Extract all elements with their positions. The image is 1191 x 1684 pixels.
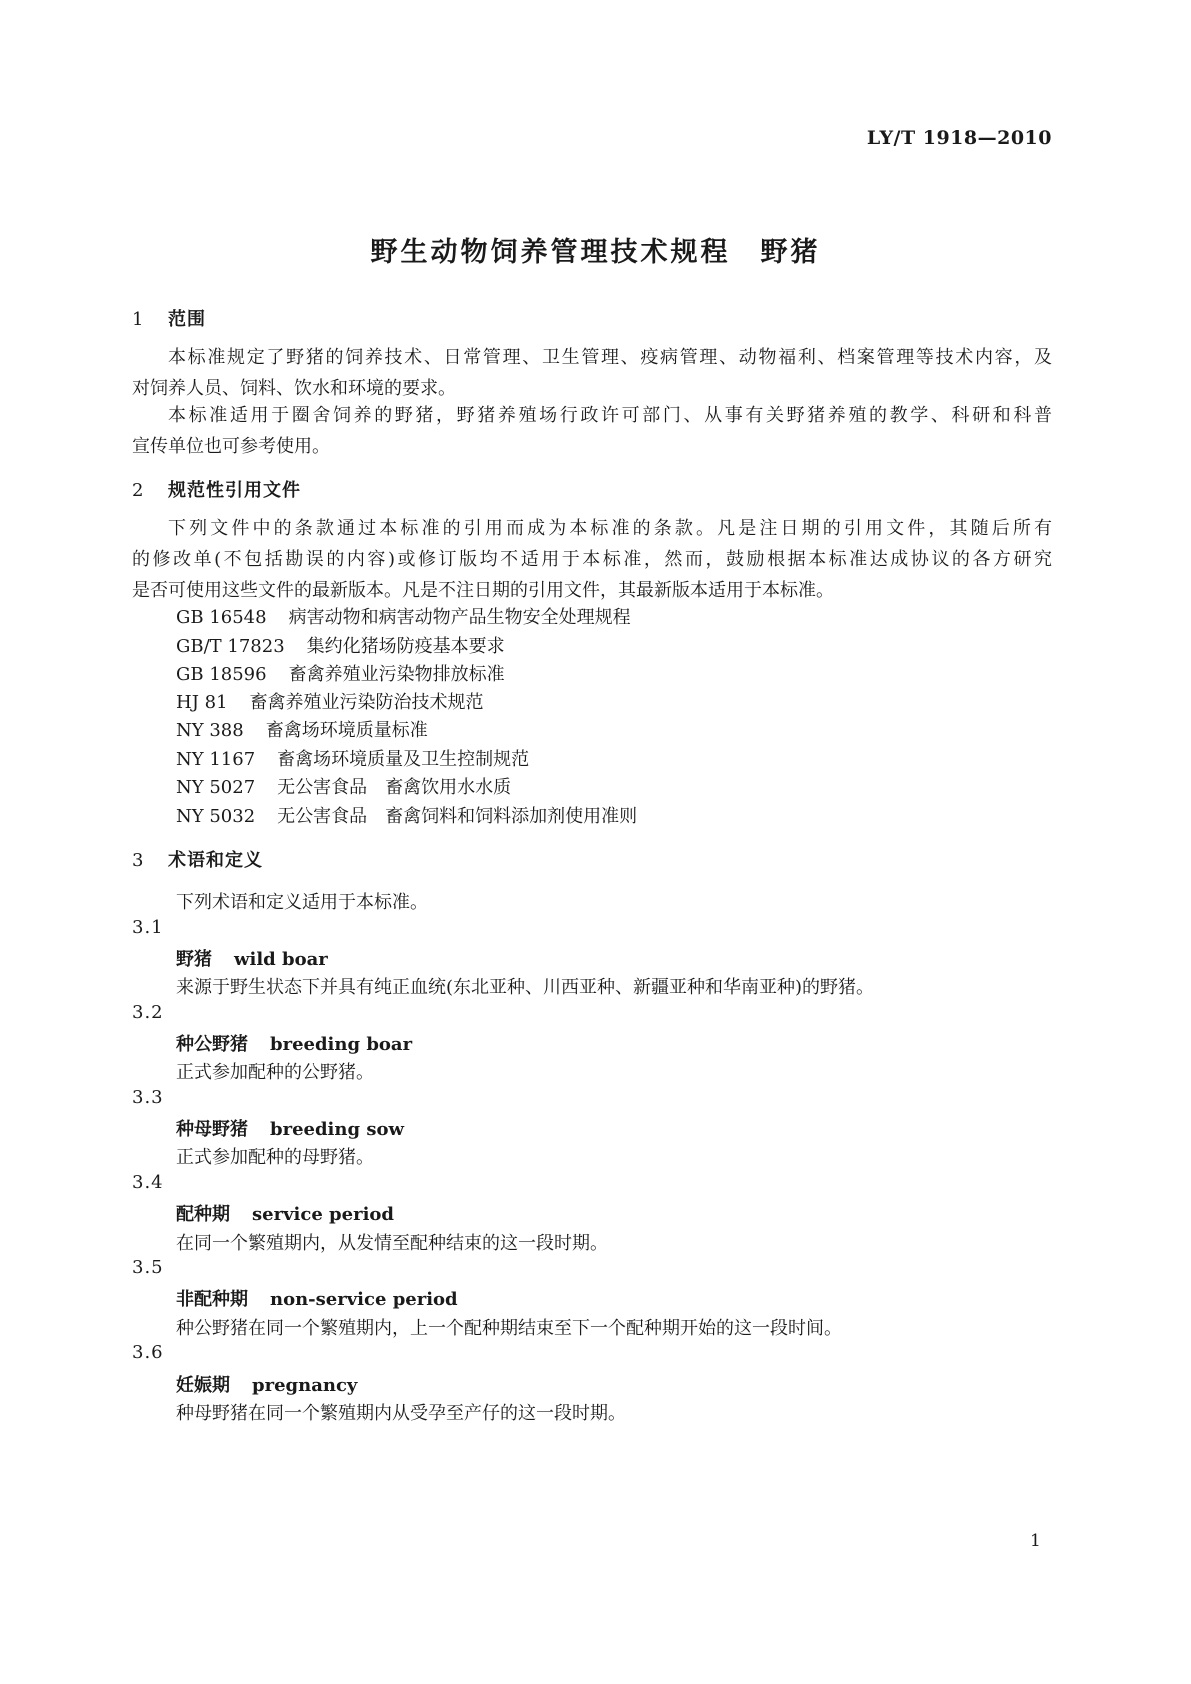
section-title: 规范性引用文件 (168, 480, 301, 501)
reference-code: NY 388 (176, 720, 244, 741)
section-title: 术语和定义 (168, 850, 263, 871)
term-entry (176, 945, 328, 971)
term-number: 3.3 (132, 1087, 164, 1108)
reference-code: GB 18596 (176, 664, 267, 685)
reference-name: 畜禽养殖业污染防治技术规范 (249, 692, 484, 713)
section-title: 范围 (168, 309, 206, 330)
term-en: breeding sow (270, 1119, 404, 1140)
term-zh: 配种期 (176, 1204, 230, 1225)
term-definition: 种母野猪在同一个繁殖期内从受孕至产仔的这一段时期。 (176, 1403, 626, 1424)
paragraph-line: 是否可使用这些文件的最新版本。凡是不注日期的引用文件，其最新版本适用于本标准。 (132, 580, 834, 601)
reference-code: NY 5027 (176, 777, 256, 798)
reference-item (176, 603, 631, 629)
term-entry (176, 1285, 458, 1311)
reference-name: 病害动物和病害动物产品生物安全处理规程 (288, 607, 631, 628)
term-definition: 正式参加配种的公野猪。 (176, 1062, 374, 1083)
reference-item (176, 660, 505, 686)
term-definition: 来源于野生状态下并具有纯正血统(东北亚种、川西亚种、新疆亚种和华南亚种)的野猪。 (176, 977, 875, 998)
reference-item (176, 716, 428, 742)
reference-item (176, 773, 511, 799)
term-zh: 妊娠期 (176, 1375, 230, 1396)
term-definition: 种公野猪在同一个繁殖期内，上一个配种期结束至下一个配种期开始的这一段时间。 (176, 1318, 842, 1339)
paragraph-line: 的修改单(不包括勘误的内容)或修订版均不适用于本标准，然而，鼓励根据本标准达成协议的各方研究 (132, 549, 1052, 570)
term-number: 3.4 (132, 1172, 164, 1193)
term-definition: 在同一个繁殖期内，从发情至配种结束的这一段时期。 (176, 1233, 608, 1254)
page-number: 1 (1030, 1531, 1041, 1551)
section-3-heading (132, 846, 263, 872)
reference-name: 畜禽养殖业污染物排放标准 (288, 664, 505, 685)
reference-name: 无公害食品 畜禽饮用水水质 (277, 777, 512, 798)
reference-name: 集约化猪场防疫基本要求 (306, 636, 505, 657)
reference-code: GB 16548 (176, 607, 267, 628)
term-entry (176, 1371, 357, 1397)
term-number: 3.2 (132, 1002, 164, 1023)
section-number: 1 (132, 309, 145, 330)
section-2-heading (132, 476, 301, 502)
term-en: service period (252, 1204, 394, 1225)
term-number: 3.1 (132, 917, 164, 938)
term-number: 3.5 (132, 1257, 164, 1278)
term-zh: 非配种期 (176, 1289, 248, 1310)
reference-code: NY 5032 (176, 806, 256, 827)
paragraph-line: 本标准适用于圈舍饲养的野猪，野猪养殖场行政许可部门、从事有关野猪养殖的教学、科研和科普 (168, 405, 1052, 426)
term-entry (176, 1200, 394, 1226)
standard-code: LY/T 1918—2010 (866, 127, 1052, 149)
reference-code: GB/T 17823 (176, 636, 285, 657)
reference-item (176, 688, 484, 714)
paragraph-line: 本标准规定了野猪的饲养技术、日常管理、卫生管理、疫病管理、动物福利、档案管理等技术内容，及 (168, 347, 1052, 368)
reference-name: 畜禽场环境质量标准 (265, 720, 428, 741)
term-number: 3.6 (132, 1342, 164, 1363)
term-zh: 种母野猪 (176, 1119, 248, 1140)
reference-item (176, 802, 637, 828)
reference-code: NY 1167 (176, 749, 256, 770)
reference-name: 无公害食品 畜禽饲料和饲料添加剂使用准则 (277, 806, 638, 827)
paragraph-line: 下列文件中的条款通过本标准的引用而成为本标准的条款。凡是注日期的引用文件，其随后所有 (168, 518, 1052, 539)
section-1-paragraph-2 (132, 400, 1052, 462)
section-number: 2 (132, 480, 145, 501)
term-en: wild boar (234, 949, 328, 970)
term-zh: 野猪 (176, 949, 212, 970)
section-1-paragraph-1 (132, 342, 1052, 404)
section-1-heading (132, 305, 206, 331)
reference-code: HJ 81 (176, 692, 228, 713)
term-entry (176, 1115, 404, 1141)
term-en: pregnancy (252, 1375, 358, 1396)
term-en: non-service period (270, 1289, 458, 1310)
document-title: 野生动物饲养管理技术规程 野猪 (370, 237, 821, 268)
section-3-intro: 下列术语和定义适用于本标准。 (176, 892, 428, 913)
term-zh: 种公野猪 (176, 1034, 248, 1055)
term-entry (176, 1030, 412, 1056)
reference-item (176, 632, 505, 658)
section-number: 3 (132, 850, 145, 871)
section-2-paragraph-1 (132, 513, 1052, 606)
paragraph-line: 对饲养人员、饲料、饮水和环境的要求。 (132, 378, 456, 399)
term-en: breeding boar (270, 1034, 413, 1055)
reference-name: 畜禽场环境质量及卫生控制规范 (277, 749, 530, 770)
reference-item (176, 745, 529, 771)
paragraph-line: 宣传单位也可参考使用。 (132, 436, 330, 457)
term-definition: 正式参加配种的母野猪。 (176, 1147, 374, 1168)
